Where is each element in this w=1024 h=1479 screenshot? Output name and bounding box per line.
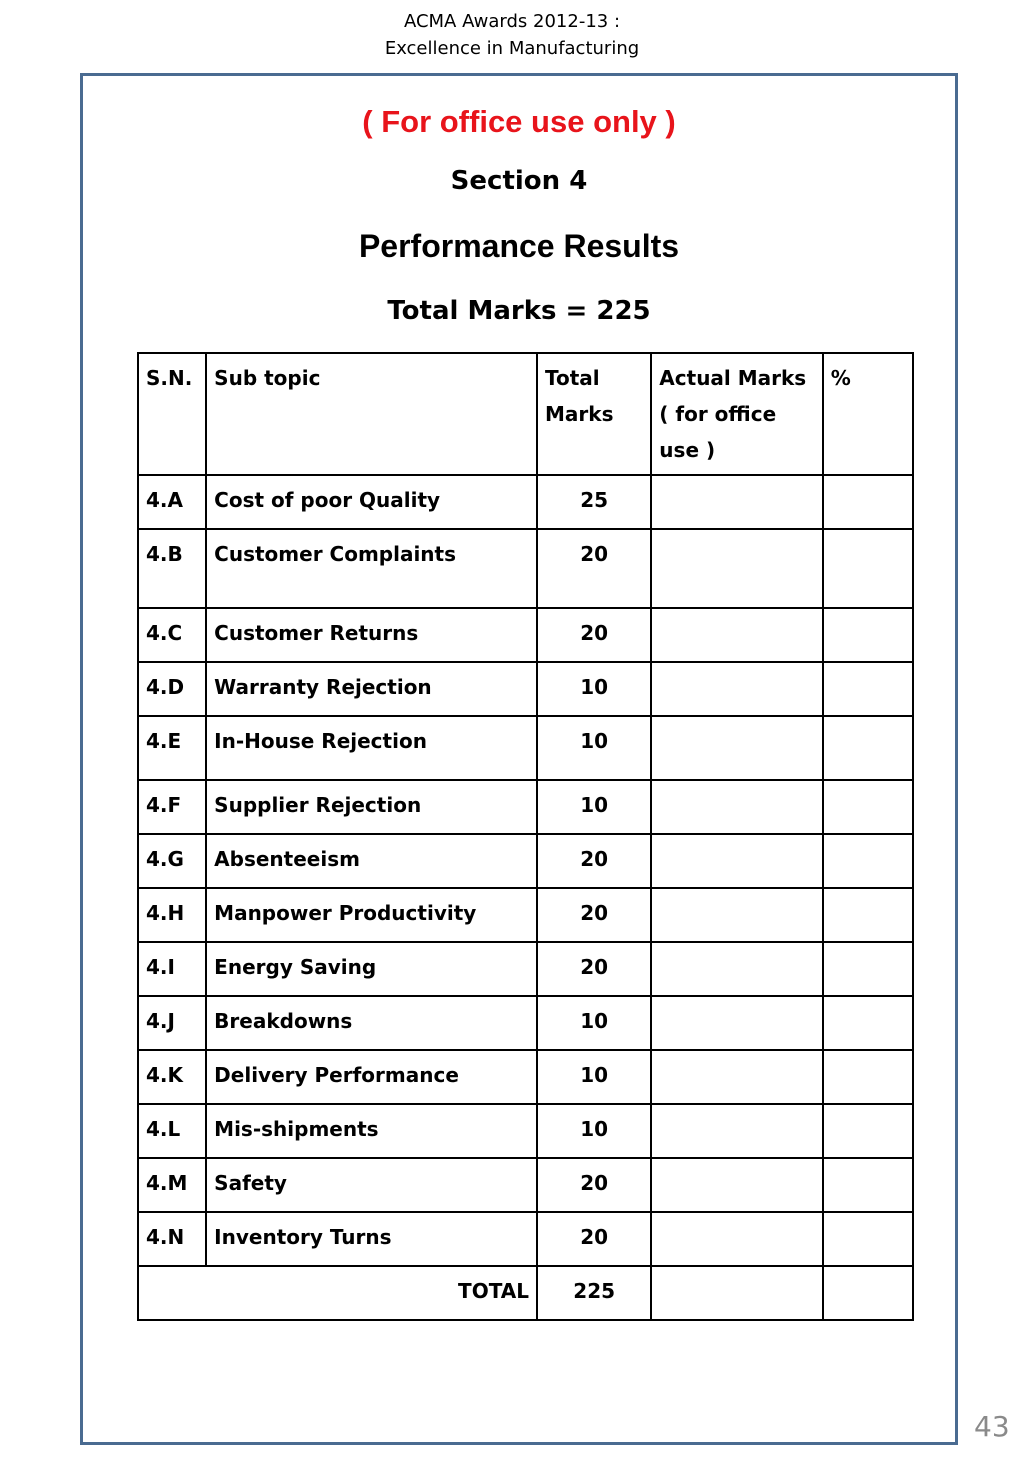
table-row (138, 1158, 913, 1212)
row-sn: 4.H (138, 888, 206, 942)
row-sub-topic: Warranty Rejection (206, 662, 537, 716)
total-percent-cell[interactable] (823, 1266, 913, 1320)
row-total-marks: 20 (537, 888, 651, 942)
table-row (138, 996, 913, 1050)
header-line-2: Excellence in Manufacturing (384, 38, 640, 59)
row-percent-cell[interactable] (823, 1158, 913, 1212)
row-sn: 4.L (138, 1104, 206, 1158)
row-total-marks: 20 (537, 834, 651, 888)
row-sn: 4.I (138, 942, 206, 996)
row-sn: 4.N (138, 1212, 206, 1266)
row-actual-marks-cell[interactable] (651, 1104, 822, 1158)
row-percent-cell[interactable] (823, 942, 913, 996)
row-sub-topic: Delivery Performance (206, 1050, 537, 1104)
total-marks-line: Total Marks = 225 (387, 296, 651, 326)
row-sn: 4.A (138, 475, 206, 529)
row-total-marks: 20 (537, 942, 651, 996)
row-percent-cell[interactable] (823, 475, 913, 529)
marks-table (137, 352, 914, 1321)
row-percent-cell[interactable] (823, 780, 913, 834)
row-sub-topic: Absenteeism (206, 834, 537, 888)
row-total-marks: 25 (537, 475, 651, 529)
row-actual-marks-cell[interactable] (651, 1158, 822, 1212)
row-percent-cell[interactable] (823, 888, 913, 942)
row-actual-marks-cell[interactable] (651, 529, 822, 608)
row-sub-topic: Customer Complaints (206, 529, 537, 608)
total-row (138, 1266, 913, 1320)
table-row (138, 608, 913, 662)
table-row (138, 475, 913, 529)
row-sub-topic: Cost of poor Quality (206, 475, 537, 529)
row-total-marks: 20 (537, 529, 651, 608)
row-actual-marks-cell[interactable] (651, 942, 822, 996)
table-row (138, 888, 913, 942)
document-header (0, 8, 1024, 62)
row-percent-cell[interactable] (823, 834, 913, 888)
row-actual-marks-cell[interactable] (651, 996, 822, 1050)
row-total-marks: 10 (537, 1104, 651, 1158)
row-actual-marks-cell[interactable] (651, 608, 822, 662)
total-actual-marks-cell[interactable] (651, 1266, 822, 1320)
row-percent-cell[interactable] (823, 1212, 913, 1266)
page-frame (80, 73, 958, 1445)
row-percent-cell[interactable] (823, 608, 913, 662)
row-sub-topic: Inventory Turns (206, 1212, 537, 1266)
row-sn: 4.D (138, 662, 206, 716)
row-actual-marks-cell[interactable] (651, 662, 822, 716)
row-sub-topic: In-House Rejection (206, 716, 537, 780)
row-actual-marks-cell[interactable] (651, 888, 822, 942)
row-total-marks: 20 (537, 1212, 651, 1266)
header-line-1: ACMA Awards 2012-13 : (403, 11, 621, 32)
row-percent-cell[interactable] (823, 1104, 913, 1158)
table-row (138, 662, 913, 716)
row-actual-marks-cell[interactable] (651, 475, 822, 529)
page-number: 43 (974, 1410, 1010, 1443)
row-total-marks: 10 (537, 996, 651, 1050)
row-sn: 4.J (138, 996, 206, 1050)
row-total-marks: 10 (537, 780, 651, 834)
row-percent-cell[interactable] (823, 1050, 913, 1104)
row-sn: 4.G (138, 834, 206, 888)
row-sub-topic: Supplier Rejection (206, 780, 537, 834)
row-percent-cell[interactable] (823, 996, 913, 1050)
row-total-marks: 10 (537, 662, 651, 716)
total-label: TOTAL (138, 1266, 537, 1320)
row-sn: 4.C (138, 608, 206, 662)
header-percent: % (823, 353, 913, 475)
header-actual-marks: Actual Marks ( for office use ) (651, 353, 822, 475)
row-sub-topic: Breakdowns (206, 996, 537, 1050)
row-actual-marks-cell[interactable] (651, 780, 822, 834)
row-percent-cell[interactable] (823, 662, 913, 716)
total-value: 225 (537, 1266, 651, 1320)
header-sub-topic: Sub topic (206, 353, 537, 475)
row-actual-marks-cell[interactable] (651, 1212, 822, 1266)
row-sn: 4.M (138, 1158, 206, 1212)
row-sub-topic: Safety (206, 1158, 537, 1212)
row-total-marks: 10 (537, 716, 651, 780)
row-total-marks: 10 (537, 1050, 651, 1104)
row-percent-cell[interactable] (823, 716, 913, 780)
row-percent-cell[interactable] (823, 529, 913, 608)
office-use-note: ( For office use only ) (362, 104, 676, 139)
row-actual-marks-cell[interactable] (651, 716, 822, 780)
header-sn: S.N. (138, 353, 206, 475)
section-title: Performance Results (358, 228, 680, 264)
table-row (138, 1050, 913, 1104)
table-row (138, 529, 913, 608)
table-header-row (138, 353, 913, 475)
row-sn: 4.F (138, 780, 206, 834)
table-row (138, 1212, 913, 1266)
table-row (138, 1104, 913, 1158)
row-sub-topic: Mis-shipments (206, 1104, 537, 1158)
row-sub-topic: Manpower Productivity (206, 888, 537, 942)
section-label: Section 4 (450, 166, 588, 196)
row-sn: 4.B (138, 529, 206, 608)
table-row (138, 834, 913, 888)
table-row (138, 780, 913, 834)
row-sn: 4.E (138, 716, 206, 780)
table-row (138, 716, 913, 780)
row-sn: 4.K (138, 1050, 206, 1104)
row-actual-marks-cell[interactable] (651, 1050, 822, 1104)
row-actual-marks-cell[interactable] (651, 834, 822, 888)
table-row (138, 942, 913, 996)
row-sub-topic: Customer Returns (206, 608, 537, 662)
row-sub-topic: Energy Saving (206, 942, 537, 996)
row-total-marks: 20 (537, 608, 651, 662)
header-total-marks: Total Marks (537, 353, 651, 475)
row-total-marks: 20 (537, 1158, 651, 1212)
